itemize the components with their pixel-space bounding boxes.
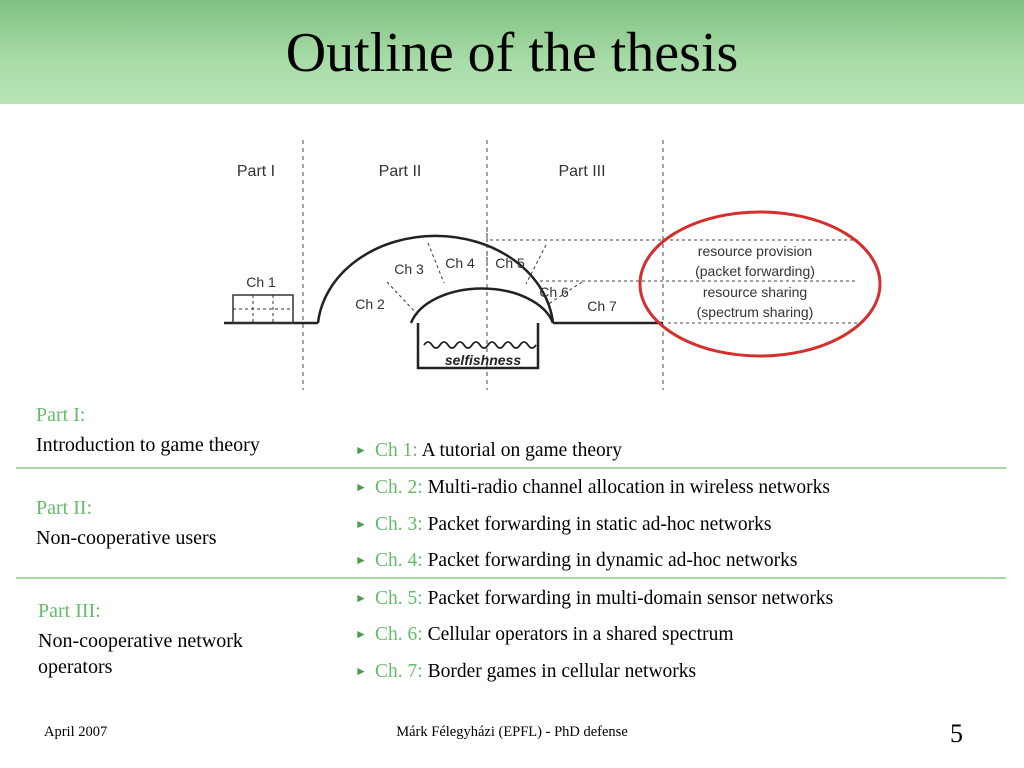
chapter-item-3 [355, 511, 771, 538]
chapter-number: Ch. 6: [375, 624, 423, 645]
bullet-arrow-icon: ► [355, 627, 367, 641]
part-3-block [38, 598, 243, 680]
resource-sharing-label: resource sharing [702, 284, 808, 300]
ch7-label: Ch 7 [587, 298, 617, 314]
ch1-label: Ch 1 [246, 274, 276, 290]
bullet-arrow-icon: ► [355, 664, 367, 678]
page-number: 5 [950, 719, 963, 748]
chapter-number: Ch. 4: [375, 550, 423, 571]
inner-arch [411, 288, 553, 323]
part-3-desc-line1: Non-cooperative network [38, 630, 243, 652]
ch4-label: Ch 4 [445, 255, 475, 271]
part-1-label: Part I: [36, 404, 86, 426]
packet-forwarding-label: (packet forwarding) [695, 263, 815, 279]
ch6-label: Ch 6 [539, 284, 569, 300]
chapter-title: Cellular operators in a shared spectrum [427, 624, 734, 645]
chapter-item-5 [355, 585, 833, 612]
resource-provision-label: resource provision [697, 243, 813, 259]
chapter-item-6 [355, 621, 734, 648]
diagram-part-2-label: Part II [378, 163, 422, 180]
diagram-part-1-label: Part I [236, 163, 276, 180]
bullet-arrow-icon: ► [355, 517, 367, 531]
chapter-title: Packet forwarding in static ad-hoc networks [427, 514, 772, 535]
chapter-item-7 [355, 658, 696, 685]
chapter-title: Packet forwarding in multi-domain sensor networks [427, 588, 834, 609]
footer-date: April 2007 [44, 724, 108, 740]
chapter-number: Ch. 5: [375, 588, 423, 609]
footer-author: Márk Félegyházi (EPFL) - PhD defense [396, 724, 628, 740]
chapter-item-4 [355, 547, 797, 574]
chapter-title: Packet forwarding in dynamic ad-hoc networks [427, 550, 798, 571]
chapter-item-1 [355, 437, 622, 464]
page-title: Outline of the thesis [285, 22, 739, 84]
ch5-label: Ch 5 [495, 255, 525, 271]
diagram-part-3-label: Part III [558, 163, 606, 180]
outer-arch [318, 236, 553, 323]
chapter-number: Ch. 7: [375, 661, 423, 682]
ch2-label: Ch 2 [355, 296, 385, 312]
spectrum-sharing-label: (spectrum sharing) [696, 304, 814, 320]
part-2-desc: Non-cooperative users [36, 527, 217, 549]
chapter-number: Ch. 3: [375, 514, 423, 535]
chapter-item-2 [355, 474, 830, 501]
part-2-block [36, 495, 217, 551]
divider-2 [16, 577, 1006, 579]
chapter-title: Multi-radio channel allocation in wireless networks [427, 477, 830, 498]
part-3-label: Part III: [38, 600, 101, 622]
part-1-block [36, 402, 260, 458]
ch3-label: Ch 3 [394, 261, 424, 277]
chapter-title: Border games in cellular networks [427, 661, 697, 682]
chapter-number: Ch. 2: [375, 477, 423, 498]
selfishness-wave [424, 342, 536, 348]
bullet-arrow-icon: ► [355, 443, 367, 457]
bullet-arrow-icon: ► [355, 480, 367, 494]
chapter-title: A tutorial on game theory [421, 440, 622, 461]
part-1-desc: Introduction to game theory [36, 434, 260, 456]
divider-1 [16, 467, 1006, 469]
bullet-arrow-icon: ► [355, 591, 367, 605]
part-2-label: Part II: [36, 497, 93, 519]
selfishness-label: selfishness [444, 352, 522, 368]
part-3-desc-line2: operators [38, 656, 113, 678]
bullet-arrow-icon: ► [355, 553, 367, 567]
chapter-number: Ch 1: [375, 440, 418, 461]
